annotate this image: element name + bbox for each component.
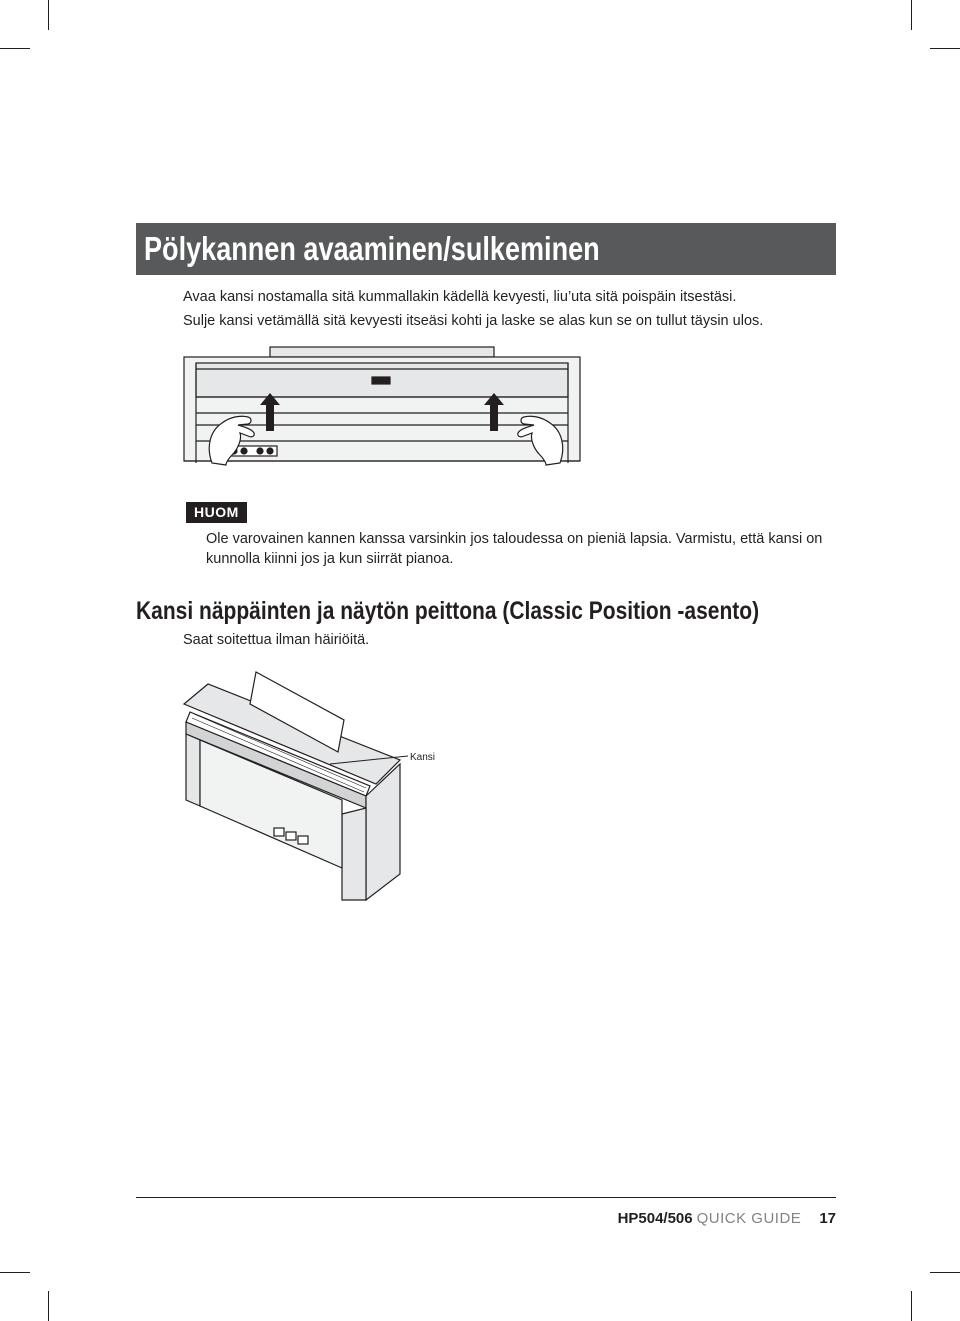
- footer-model: HP504/506: [617, 1210, 693, 1227]
- crop-mark: [930, 1272, 960, 1273]
- crop-mark: [48, 0, 49, 30]
- section-header: [136, 223, 836, 275]
- subsection-text: Saat soitettua ilman häiriöitä.: [183, 632, 370, 648]
- footer-guide: QUICK GUIDE: [696, 1210, 802, 1227]
- intro-line-2: Sulje kansi vetämällä sitä kevyesti itseäsi kohti ja laske se alas kun se on tullut täysin ulos.: [183, 313, 764, 329]
- note-text: Ole varovainen kannen kanssa varsinkin jos taloudessa on pieniä lapsia. Varmistu, että kansi on kunnolla kiinni jos ja kun siirrät pianoa.: [206, 531, 823, 567]
- crop-mark: [0, 1272, 30, 1273]
- lid-opening-illustration: [182, 345, 582, 467]
- callout-label-lid: Kansi: [410, 752, 436, 763]
- page-footer: [618, 1209, 836, 1229]
- crop-mark: [48, 1291, 49, 1321]
- crop-mark: [0, 48, 30, 49]
- note-badge: HUOM: [186, 502, 247, 523]
- subsection-title: Kansi näppäinten ja näytön peittona (Classic Position -asento): [136, 597, 760, 625]
- classic-position-illustration: [180, 668, 410, 904]
- page-number: 17: [819, 1210, 836, 1227]
- callout-line: [330, 752, 410, 766]
- intro-line-1: Avaa kansi nostamalla sitä kummallakin kädellä kevyesti, liu’uta sitä poispäin itsestäsi.: [183, 289, 737, 305]
- section-title: Pölykannen avaaminen/sulkeminen: [144, 230, 600, 267]
- footer-rule: [136, 1197, 836, 1198]
- crop-mark: [911, 0, 912, 30]
- crop-mark: [930, 48, 960, 49]
- crop-mark: [911, 1291, 912, 1321]
